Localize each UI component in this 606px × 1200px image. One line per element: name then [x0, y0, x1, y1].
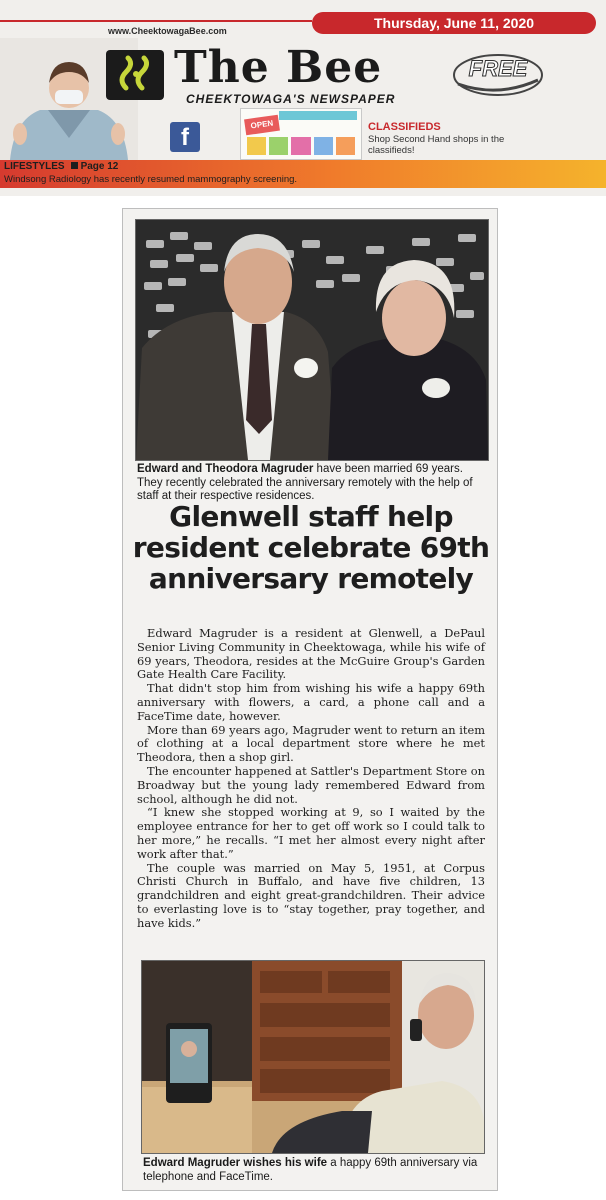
- lifestyles-teaser: Windsong Radiology has recently resumed mammography screening.: [4, 174, 298, 185]
- bee-logo-icon[interactable]: [106, 50, 164, 100]
- classifieds-thumbnail[interactable]: [240, 108, 362, 160]
- article-clipping: [122, 208, 498, 1191]
- body-paragraph: Edward Magruder is a resident at Glenwell, a DePaul Senior Living Community in Cheektowaga, while his wife of 69 years, Theodora, resides at the McGuire Group's Garden Gate Health Care Facility.: [137, 626, 485, 682]
- couple-photo: [135, 219, 489, 461]
- paper-tagline: CHEEKTOWAGA'S NEWSPAPER: [186, 92, 396, 106]
- facebook-icon[interactable]: f: [170, 122, 200, 152]
- body-paragraph: The couple was married on May 5, 1951, at Corpus Christi Church in Buffalo, and have five children, 13 grandchildren and eight great-grandchildren. Their advice to everlasting love is to “stay together, pray together, and have kids.”: [137, 860, 485, 930]
- body-paragraph: More than 69 years ago, Magruder went to return an item of clothing at a local department store where he met Theodora, then a shop girl.: [137, 722, 485, 765]
- classifieds-label[interactable]: CLASSIFIEDS: [368, 121, 441, 133]
- photo-bottom-caption-lead: Edward Magruder wishes his wife: [143, 1157, 328, 1169]
- classifieds-description: Shop Second Hand shops in the classifieds!: [368, 134, 505, 156]
- masthead: [0, 0, 606, 196]
- lifestyles-page: Page 12: [80, 161, 119, 172]
- thumbnail-tiles: [247, 137, 355, 155]
- bullet-square-icon: [71, 162, 78, 169]
- article-headline: Glenwell staff help resident celebrate 69th anniversary remotely: [132, 500, 490, 595]
- thumbnail-ribbon: [279, 111, 357, 120]
- body-paragraph: That didn't stop him from wishing his wife a happy 69th anniversary with flowers, a card, a phone call and a FaceTime date, however.: [137, 681, 485, 723]
- body-paragraph: The encounter happened at Sattler's Department Store on Broadway but the young lady remembered Edward from school, although he did not.: [137, 763, 485, 806]
- site-url[interactable]: www.CheektowagaBee.com: [108, 26, 227, 36]
- facetime-photo: [141, 960, 485, 1154]
- lifestyles-heading: [4, 161, 118, 172]
- free-badge-icon: [452, 50, 544, 100]
- body-paragraph: “I knew she stopped working at 9, so I waited by the employee entrance for her to get off work so I could talk to her more,” he recalls. “I met her almost every night after work after that.”: [137, 805, 485, 861]
- photo-top-caption-names: Edward and Theodora Magruder: [137, 463, 314, 475]
- lifestyles-bar[interactable]: [0, 160, 606, 188]
- photo-bottom-caption-text: a happy 69th anniversary via telephone and FaceTime.: [143, 1157, 478, 1183]
- lifestyles-label: LIFESTYLES: [4, 161, 65, 172]
- photo-bottom-caption: [143, 1157, 483, 1184]
- photo-top-caption: [137, 463, 485, 504]
- free-badge-label: FREE: [468, 56, 528, 81]
- article-body: [137, 627, 485, 931]
- masthead-rule: [0, 20, 312, 22]
- open-sign-label: OPEN: [244, 115, 280, 136]
- paper-title: The Bee: [174, 42, 383, 93]
- photo-top-caption-text: have been married 69 years. They recently celebrated the anniversary remotely with the help of staff at their respective residences.: [137, 463, 473, 502]
- date-banner: Thursday, June 11, 2020: [312, 12, 596, 34]
